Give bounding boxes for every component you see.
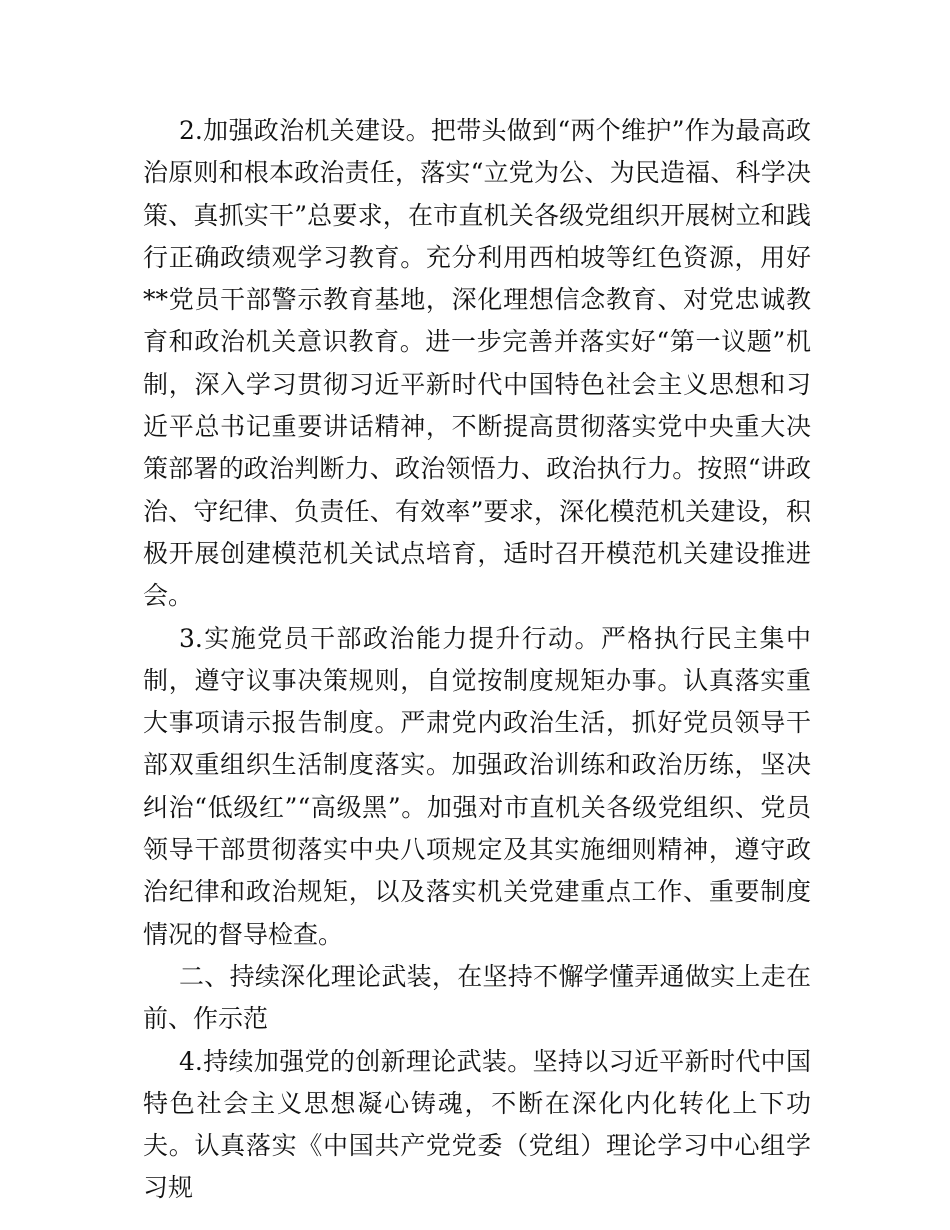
section-heading-theory-armament: 二、持续深化理论武装，在坚持不懈学懂弄通做实上走在前、作示范 <box>143 961 811 1034</box>
paragraph-innovative-theory: 4.持续加强党的创新理论武装。坚持以习近平新时代中国特色社会主义思想凝心铸魂，不断在深化内化转化上下功夫。认真落实《中国共产党党委（党组）理论学习中心组学习规 <box>143 1046 811 1203</box>
paragraph-political-capability: 3.实施党员干部政治能力提升行动。严格执行民主集中制，遵守议事决策规则，自觉按制度规矩办事。认真落实重大事项请示报告制度。严肃党内政治生活，抓好党员领导干部双重组织生活制度落实。加强政治训练和政治历练，坚决纠治“低级红”“高级黑”。加强对市直机关各级党组织、党员领导干部贯彻落实中央八项规定及其实施细则精神，遵守政治纪律和政治规矩，以及落实机关党建重点工作、重要制度情况的督导检查。 <box>143 623 811 949</box>
document-body <box>143 110 811 1210</box>
paragraph-political-organ-building: 2.加强政治机关建设。把带头做到“两个维护”作为最高政治原则和根本政治责任，落实“立党为公、为民造福、科学决策、真抓实干”总要求，在市直机关各级党组织开展树立和践行正确政绩观学习教育。充分利用西柏坡等红色资源，用好**党员干部警示教育基地，深化理想信念教育、对党忠诚教育和政治机关意识教育。进一步完善并落实好“第一议题”机制，深入学习贯彻习近平新时代中国特色社会主义思想和习近平总书记重要讲话精神，不断提高贯彻落实党中央重大决策部署的政治判断力、政治领悟力、政治执行力。按照“讲政治、守纪律、负责任、有效率”要求，深化模范机关建设，积极开展创建模范机关试点培育，适时召开模范机关建设推进会。 <box>143 116 811 611</box>
